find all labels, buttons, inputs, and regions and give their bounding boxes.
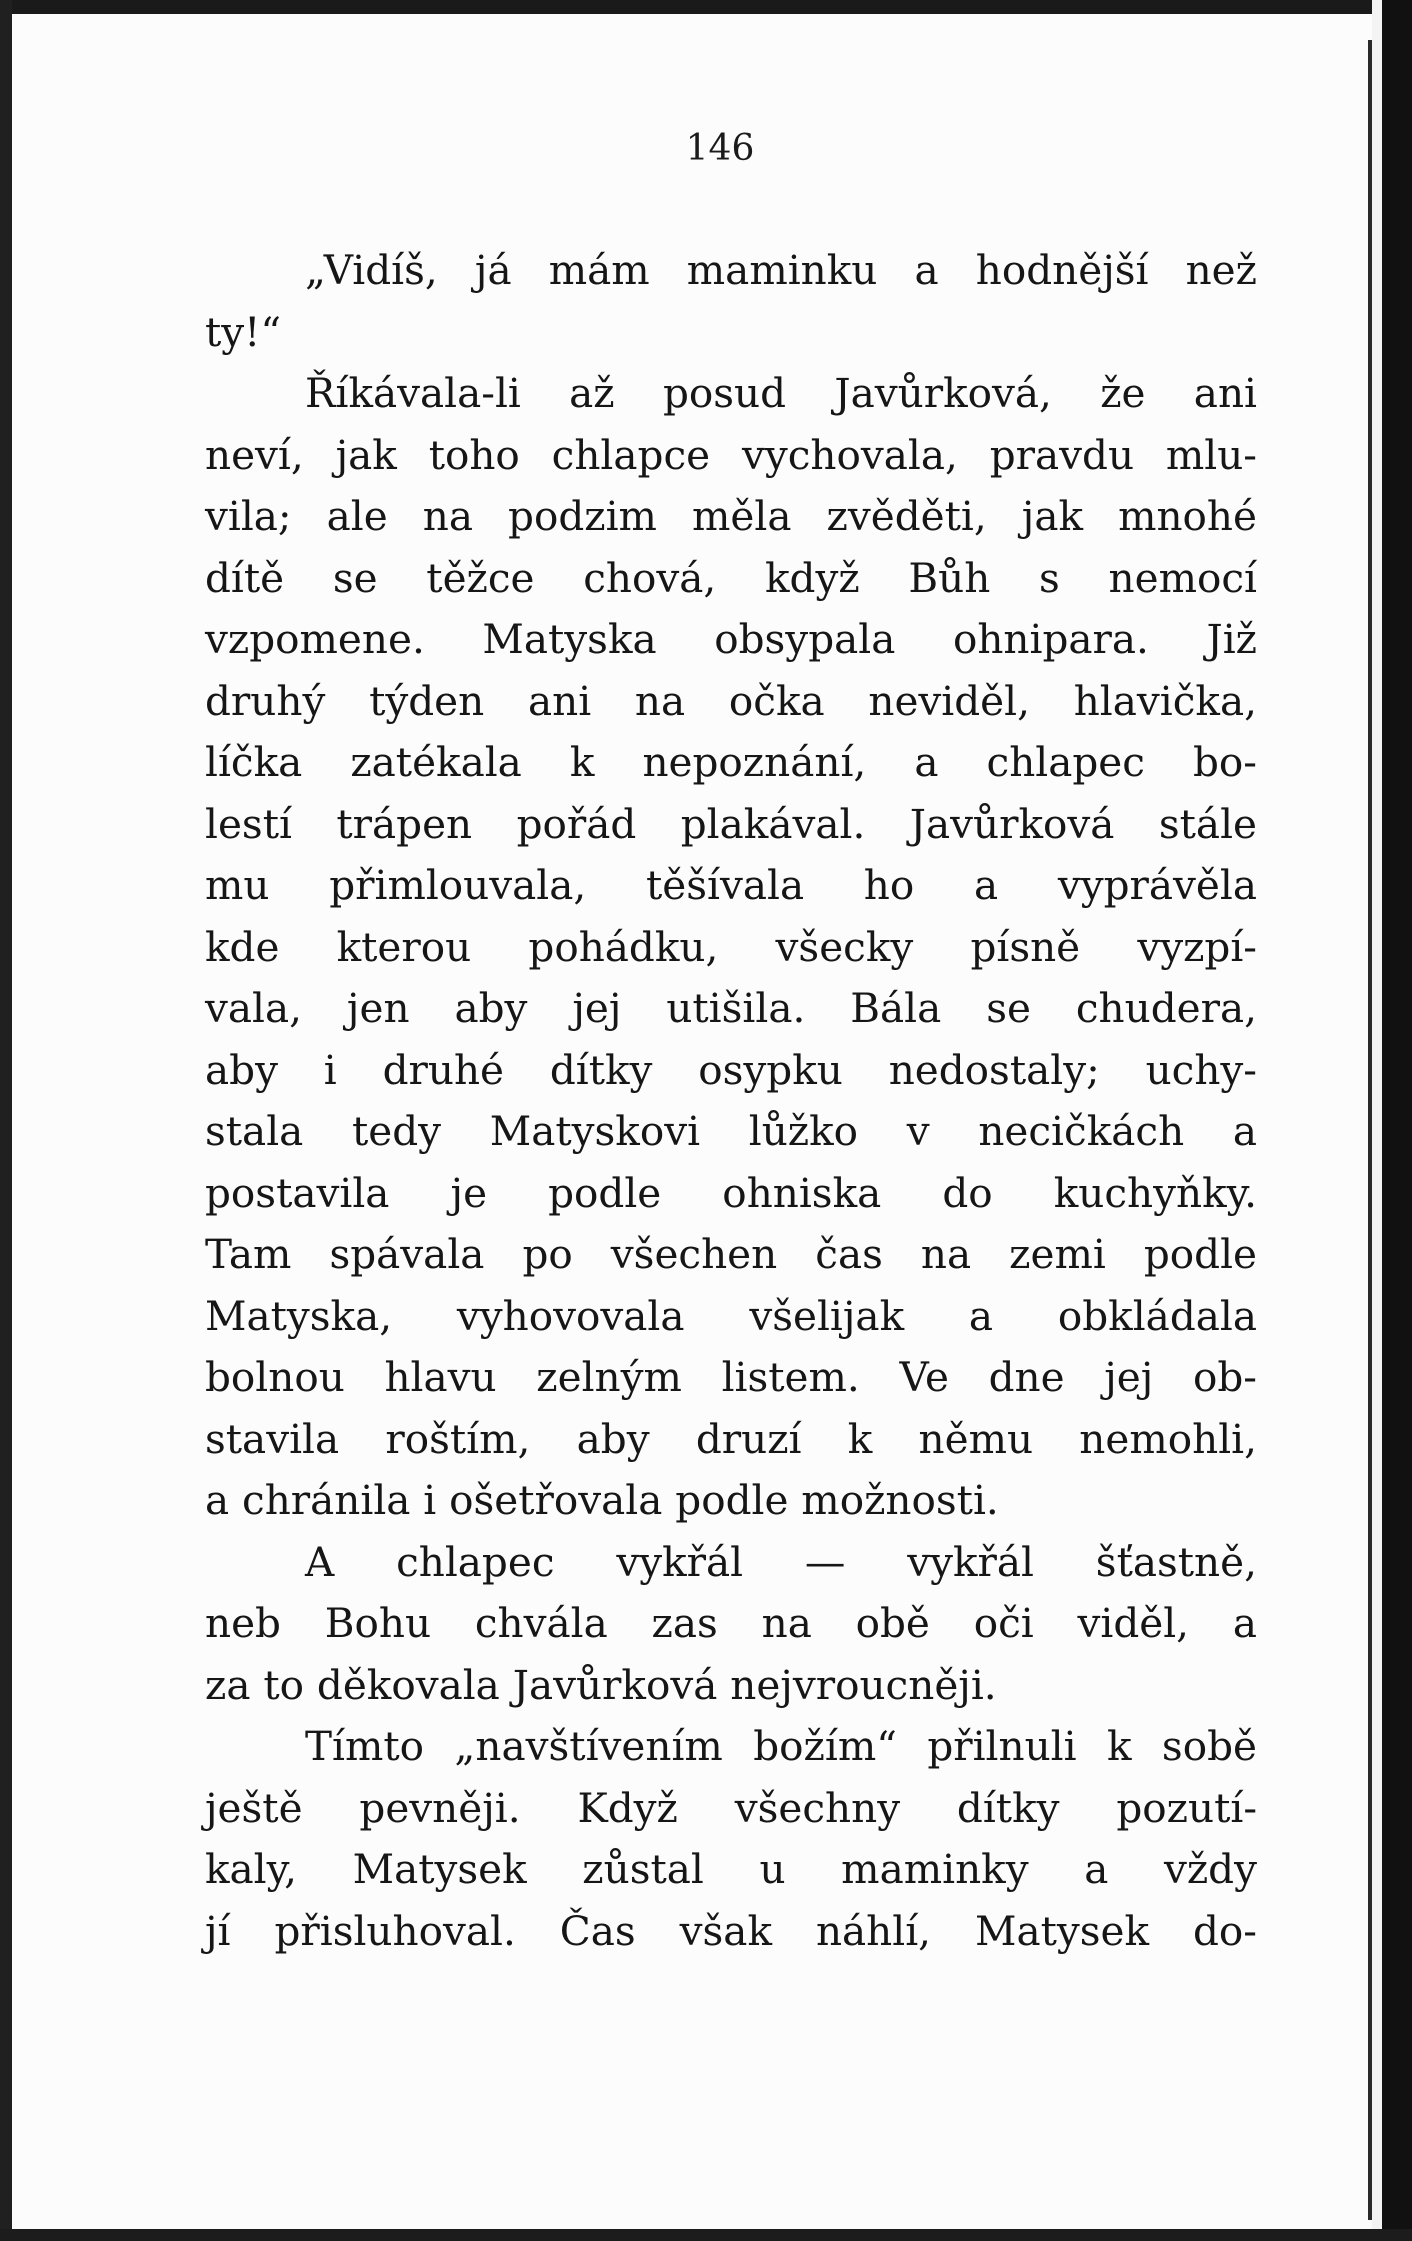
text-line: stavila roštím, aby druzí k němu nemohli, [205, 1414, 1257, 1463]
text-line: lestí trápen pořád plakával. Javůrková stále [205, 799, 1257, 848]
text-line: kde kterou pohádku, všecky písně vyzpí- [205, 922, 1257, 971]
scan-border-left [0, 0, 12, 2241]
text-line: Matyska, vyhovovala všelijak a obkládala [205, 1291, 1257, 1340]
scan-border-bottom [0, 2229, 1412, 2241]
text-line: dítě se těžce chová, když Bůh s nemocí [205, 553, 1257, 602]
text-line: Tímto „navštívením božím“ přilnuli k sobě [305, 1722, 1257, 1770]
text-line: za to děkovala Javůrková nejvroucněji. [205, 1660, 997, 1709]
text-line: ještě pevněji. Když všechny dítky pozutí- [205, 1783, 1257, 1832]
text-line: kaly, Matysek zůstal u maminky a vždy [205, 1845, 1257, 1893]
text-line: vala, jen aby jej utišila. Bála se chudera, [205, 984, 1257, 1032]
text-line: jí přisluhoval. Čas však náhlí, Matysek do- [205, 1906, 1257, 1955]
text-line: vzpomene. Matyska obsypala ohnipara. Již [205, 615, 1257, 663]
text-line: bolnou hlavu zelným listem. Ve dne jej ob- [205, 1353, 1257, 1401]
text-line: mu přimlouvala, těšívala ho a vyprávěla [205, 861, 1257, 909]
text-line: aby i druhé dítky osypku nedostaly; uchy- [205, 1045, 1257, 1094]
scan-margin-right [1372, 0, 1382, 2241]
text-line: postavila je podle ohniska do kuchyňky. [205, 1168, 1257, 1217]
scan-border-top [0, 0, 1412, 14]
text-line: vila; ale na podzim měla zvěděti, jak mnohé [205, 492, 1257, 540]
text-line: ty!“ [205, 307, 282, 356]
text-line: Tam spávala po všechen čas na zemi podle [205, 1230, 1257, 1278]
scan-border-right [1382, 0, 1412, 2241]
body-text [205, 240, 1257, 1962]
text-line: stala tedy Matyskovi lůžko v necičkách a [205, 1107, 1257, 1155]
text-line: a chránila i ošetřovala podle možnosti. [205, 1476, 999, 1524]
page-number: 146 [685, 128, 755, 169]
text-line: neb Bohu chvála zas na obě oči viděl, a [205, 1599, 1257, 1647]
text-line: A chlapec vykřál — vykřál šťastně, [305, 1537, 1257, 1586]
text-line: „Vidíš, já mám maminku a hodnější než [305, 246, 1257, 294]
text-line: druhý týden ani na očka neviděl, hlavička, [205, 676, 1257, 725]
text-line: neví, jak toho chlapce vychovala, pravdu mlu- [205, 430, 1257, 479]
text-line: líčka zatékala k nepoznání, a chlapec bo- [205, 738, 1257, 786]
text-line: Říkávala-li až posud Javůrková, že ani [305, 369, 1257, 417]
scan-border-line-right [1368, 40, 1372, 2220]
